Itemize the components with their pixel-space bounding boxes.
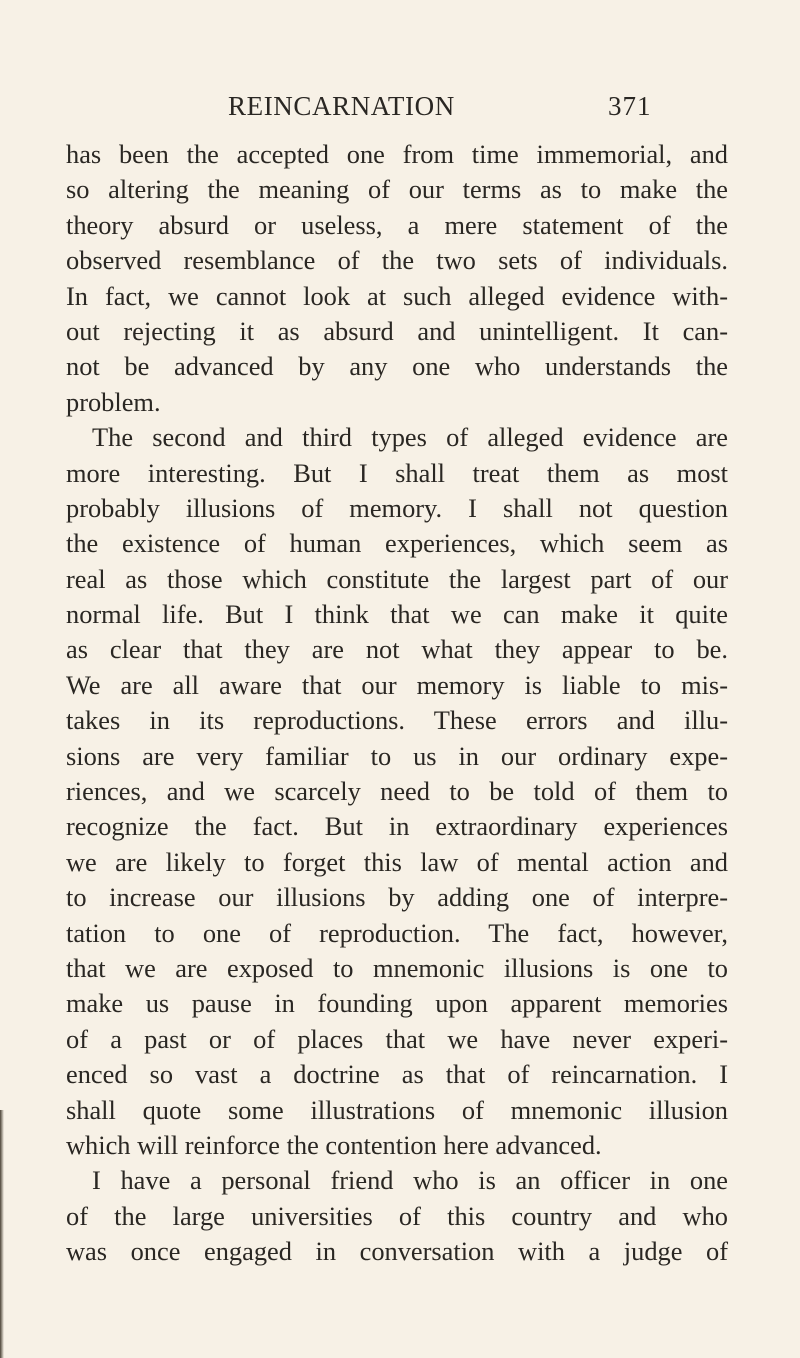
- text-line: takes in its reproductions. These errors and illu-: [66, 705, 728, 736]
- text-line: as clear that they are not what they appear to be.: [66, 634, 728, 665]
- text-line: shall quote some illustrations of mnemonic illusion: [66, 1094, 728, 1125]
- running-title: REINCARNATION: [228, 91, 455, 121]
- text-line: theory absurd or useless, a mere statement of the: [66, 209, 728, 240]
- text-line: to increase our illusions by adding one of interpre-: [66, 882, 728, 913]
- text-line: real as those which constitute the largest part of our: [66, 563, 728, 594]
- text-line: normal life. But I think that we can make it quite: [66, 599, 728, 630]
- text-line: I have a personal friend who is an officer in one: [92, 1165, 728, 1196]
- text-line: tation to one of reproduction. The fact, however,: [66, 917, 728, 948]
- text-line: riences, and we scarcely need to be told of them to: [66, 776, 728, 807]
- text-line: make us pause in founding upon apparent memories: [66, 988, 728, 1019]
- text-line: so altering the meaning of our terms as to make the: [66, 174, 728, 205]
- text-line: more interesting. But I shall treat them as most: [66, 457, 728, 488]
- text-line: that we are exposed to mnemonic illusions is one to: [66, 952, 728, 983]
- text-line: The second and third types of alleged evidence are: [92, 422, 728, 453]
- text-line: enced so vast a doctrine as that of reincarnation. I: [66, 1059, 728, 1090]
- text-line: was once engaged in conversation with a judge of: [66, 1236, 728, 1267]
- text-line: We are all aware that our memory is liable to mis-: [66, 669, 728, 700]
- page-number: 371: [608, 91, 652, 121]
- text-line: the existence of human experiences, which seem as: [66, 528, 728, 559]
- text-line: problem.: [66, 386, 161, 417]
- body-text: [66, 137, 728, 1270]
- text-line: probably illusions of memory. I shall not question: [66, 492, 728, 523]
- text-line: we are likely to forget this law of mental action and: [66, 846, 728, 877]
- binding-edge-shadow: [0, 1110, 4, 1358]
- running-head: [0, 88, 800, 128]
- text-line: recognize the fact. But in extraordinary experiences: [66, 811, 728, 842]
- text-line: of the large universities of this country and who: [66, 1200, 728, 1231]
- text-line: which will reinforce the contention here advanced.: [66, 1129, 602, 1160]
- text-line: observed resemblance of the two sets of individuals.: [66, 245, 728, 276]
- text-line: out rejecting it as absurd and unintelligent. It can-: [66, 315, 728, 346]
- text-line: of a past or of places that we have never experi-: [66, 1023, 728, 1054]
- text-line: not be advanced by any one who understands the: [66, 351, 728, 382]
- text-line: In fact, we cannot look at such alleged evidence with-: [66, 280, 728, 311]
- text-line: has been the accepted one from time immemorial, and: [66, 139, 728, 169]
- text-line: sions are very familiar to us in our ordinary expe-: [66, 740, 728, 771]
